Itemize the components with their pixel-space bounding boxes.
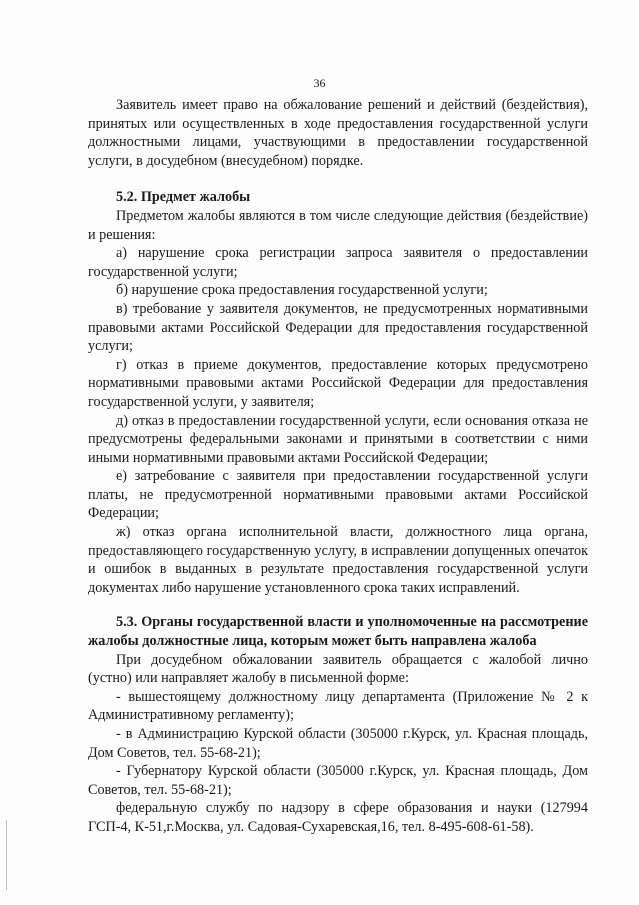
authority-item: - вышестоящему должностному лицу департамента (Приложение № 2 к Административному регламенту); bbox=[88, 688, 588, 724]
intro-paragraph: Заявитель имеет право на обжалование решений и действий (бездействия), принятых или осуществленных в ходе предоставления государственной услуги должностными лицами, участвующими в предоставлении государственной услуги, в досудебном (внесудебном) порядке. bbox=[88, 97, 588, 169]
list-item-zh: ж) отказ органа исполнительной власти, должностного лица органа, предоставляющего государственную услугу, в исправлении допущенных опечаток и ошибок в выданных в результате предоставления государственной услуги документах либо нарушение установленного срока таких исправлений. bbox=[88, 524, 588, 596]
scan-edge-mark bbox=[6, 820, 7, 890]
document-body bbox=[88, 96, 588, 837]
list-item-b: б) нарушение срока предоставления государственной услуги; bbox=[116, 282, 488, 299]
section-5-3-heading: 5.3. Органы государственной власти и уполномоченные на рассмотрение жалобы должностные лица, которым может быть направлена жалоба bbox=[88, 614, 588, 650]
list-item-a: а) нарушение срока регистрации запроса заявителя о предоставлении государственной услуги; bbox=[88, 245, 588, 280]
section-5-3-lead: При досудебном обжаловании заявитель обращается с жалобой лично (устно) или направляет жалобу в письменной форме: bbox=[88, 651, 588, 687]
list-item-d: д) отказ в предоставлении государственной услуги, если основания отказа не предусмотрены федеральными законами и принятыми в соответствии с ними иными нормативными правовыми актами Российской Федерации; bbox=[88, 412, 588, 466]
section-5-2-lead: Предметом жалобы являются в том числе следующие действия (бездействие) и решения: bbox=[88, 207, 588, 243]
page-number: 36 bbox=[313, 76, 326, 90]
authority-item: - в Администрацию Курской области (305000 г.Курск, ул. Красная площадь, Дом Советов, тел. 55-68-21); bbox=[88, 726, 588, 761]
section-5-2-heading: 5.2. Предмет жалобы bbox=[116, 189, 251, 206]
list-item-g: г) отказ в приеме документов, предоставление которых предусмотрено нормативными правовыми актами Российской Федерации для предоставления государственной услуги, у заявителя; bbox=[88, 356, 588, 410]
list-item-e: е) затребование с заявителя при предоставлении государственной услуги платы, не предусмотренной нормативными правовыми актами Российской Федерации; bbox=[88, 468, 588, 522]
authority-item: федеральную службу по надзору в сфере образования и науки (127994 ГСП-4, К-51,г.Москва, ул. Садовая-Сухаревская,16, тел. 8-495-608-61-58). bbox=[88, 800, 588, 835]
list-item-v: в) требование у заявителя документов, не предусмотренных нормативными правовыми актами Российской Федерации для предоставления государственной услуги; bbox=[88, 300, 588, 355]
authority-item: - Губернатору Курской области (305000 г.Курск, ул. Красная площадь, Дом Советов, тел. 55-68-21); bbox=[88, 763, 588, 798]
